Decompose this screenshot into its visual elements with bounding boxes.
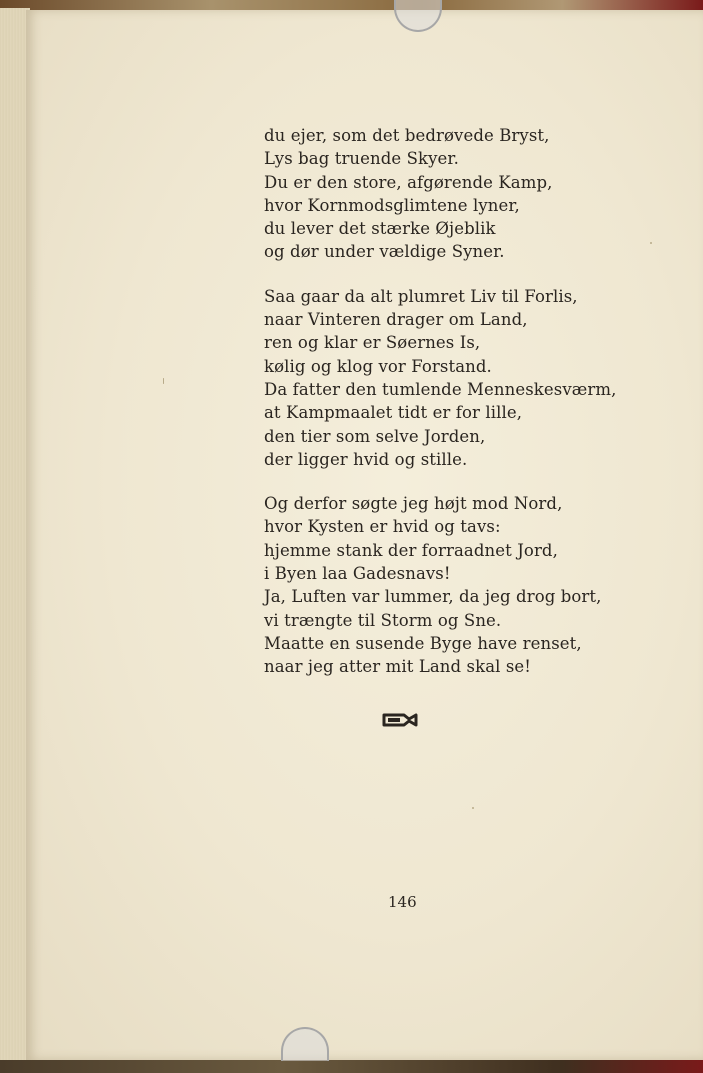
paper-speck	[163, 378, 164, 384]
stanza-3	[264, 492, 616, 678]
poem-line: kølig og klog vor Forstand.	[264, 356, 492, 376]
paper-speck	[650, 242, 652, 244]
poem-line: naar Vinteren drager om Land,	[264, 310, 528, 330]
poem-line: Da fatter den tumlende Menneskesværm,	[264, 379, 617, 399]
poem-line: Lys bag truende Skyer.	[264, 149, 459, 169]
poem-line: hvor Kornmodsglimtene lyner,	[264, 195, 520, 215]
page-number: 146	[388, 893, 417, 911]
poem-line: at Kampmaalet tidt er for lille,	[264, 403, 523, 423]
poem-line: i Byen laa Gadesnavs!	[264, 564, 451, 584]
poem-line: Du er den store, afgørende Kamp,	[264, 172, 553, 192]
poem-line: den tier som selve Jorden,	[264, 426, 486, 446]
fish-ornament-icon	[382, 711, 420, 734]
poem-line: vi trængte til Storm og Sne.	[264, 610, 502, 630]
poem-line: Maatte en susende Byge have renset,	[264, 633, 582, 653]
paper-speck	[472, 807, 474, 809]
poem-line: naar jeg atter mit Land skal se!	[264, 657, 532, 677]
poem-line: og dør under vældige Syner.	[264, 242, 505, 262]
poem-line: ren og klar er Søernes Is,	[264, 333, 481, 353]
poem-line: Og derfor søgte jeg højt mod Nord,	[264, 494, 563, 514]
book-cover-bottom-edge	[0, 1060, 703, 1073]
poem-line: der ligger hvid og stille.	[264, 449, 468, 469]
poem-text	[264, 124, 616, 700]
poem-line: hvor Kysten er hvid og tavs:	[264, 517, 501, 537]
stanza-1	[264, 124, 616, 264]
poem-line: du lever det stærke Øjeblik	[264, 219, 496, 239]
poem-line: du ejer, som det bedrøvede Bryst,	[264, 126, 550, 145]
stanza-2	[264, 285, 616, 471]
poem-line: Saa gaar da alt plumret Liv til Forlis,	[264, 286, 578, 306]
poem-line: Ja, Luften var lummer, da jeg drog bort,	[264, 587, 602, 607]
poem-line: hjemme stank der forraadnet Jord,	[264, 540, 558, 560]
